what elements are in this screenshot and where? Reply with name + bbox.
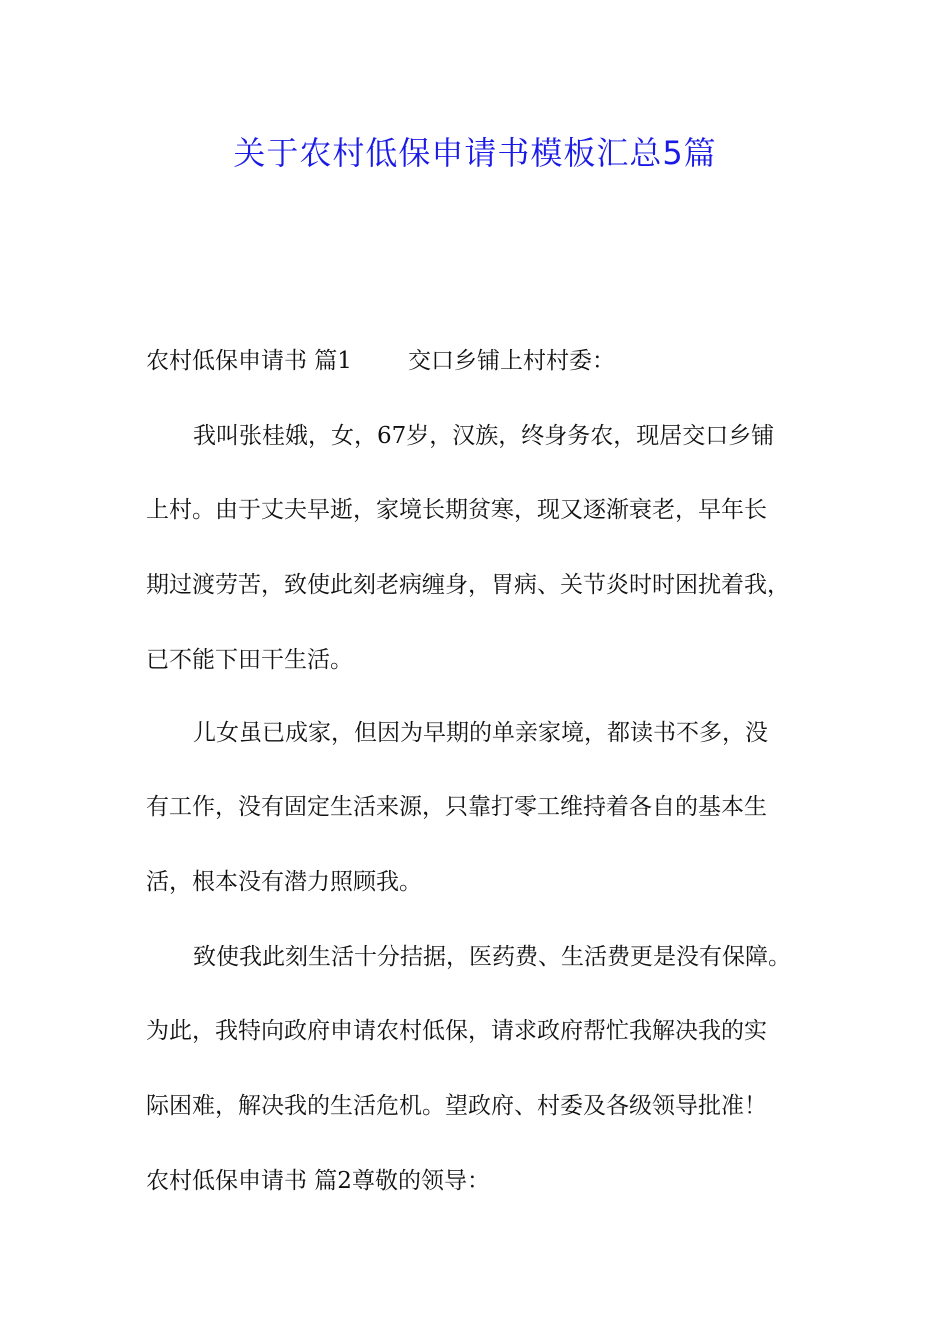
paragraph-line: 为此，我特向政府申请农村低保，请求政府帮忙我解决我的实 xyxy=(146,1018,767,1044)
paragraph-line: 期过渡劳苦，致使此刻老病缠身，胃病、关节炎时时困扰着我， xyxy=(146,572,790,598)
paragraph-line: 已不能下田干生活。 xyxy=(146,647,353,673)
paragraph-line: 活，根本没有潜力照顾我。 xyxy=(146,869,422,895)
paragraph-line: 上村。由于丈夫早逝，家境长期贫寒，现又逐渐衰老，早年长 xyxy=(146,497,767,523)
paragraph-line: 致使我此刻生活十分拮据，医药费、生活费更是没有保障。 xyxy=(193,944,791,970)
section-1-heading-line xyxy=(146,341,826,381)
paragraph-line: 有工作，没有固定生活来源，只靠打零工维持着各自的基本生 xyxy=(146,794,767,820)
section-2-heading-line: 农村低保申请书 篇2尊敬的领导： xyxy=(146,1168,490,1194)
paragraph-line: 我叫张桂娥，女，67岁，汉族，终身务农，现居交口乡铺 xyxy=(193,423,775,449)
document-title: 关于农村低保申请书模板汇总5篇 xyxy=(233,134,717,172)
section-1-heading: 农村低保申请书 篇1 xyxy=(146,348,352,374)
section-1-salutation: 交口乡铺上村村委： xyxy=(407,348,615,374)
paragraph-line: 际困难，解决我的生活危机。望政府、村委及各级领导批准！ xyxy=(146,1093,767,1119)
paragraph-line: 儿女虽已成家，但因为早期的单亲家境，都读书不多，没 xyxy=(193,720,768,746)
